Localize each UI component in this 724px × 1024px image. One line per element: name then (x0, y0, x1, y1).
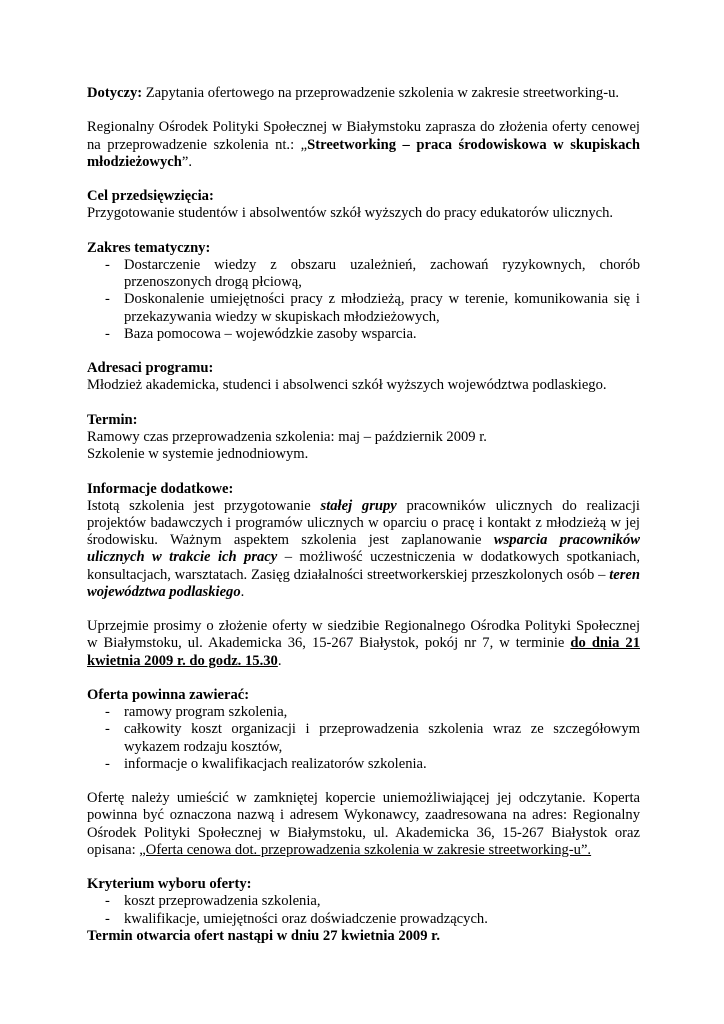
list-item: - całkowity koszt organizacji i przeprowadzenia szkolenia wraz ze szczegółowym wykazem rodzaju kosztów, (87, 721, 640, 755)
list-item: - Dostarczenie wiedzy z obszaru uzależnień, zachowań ryzykownych, chorób przenoszonych drogą płciową, (87, 257, 640, 291)
envelope-paragraph: Ofertę należy umieścić w zamkniętej kopercie uniemożliwiającej jej odczytanie. Koperta powinna być oznaczona nazwą i adresem Wykonawcy, zaadresowana na adres: Regionalny Ośrodek Polityki Społecznej w Białymstoku, ul. Akademicka 36, 15-267 Białystok oraz opisana: „Oferta cenowa dot. przeprowadzenia szkolenia w zakresie streetworking-u”. (87, 790, 640, 858)
info-heading: Informacje dodatkowe: (87, 480, 234, 497)
goal-text: Przygotowanie studentów i absolwentów szkół wyższych do pracy edukatorów ulicznych. (87, 205, 614, 222)
info-paragraph: Istotą szkolenia jest przygotowanie stałej grupy pracowników ulicznych do realizacji projektów badawczych i programów ulicznych w oparciu o pracę i kontakt z młodzieżą w jej środowisku. Ważnym aspektem szkolenia jest zaplanowanie wsparcia pracowników ulicznych w trakcie ich pracy – możliwość uczestniczenia w dodatkowych spotkaniach, konsultacjach, warsztatach. Zasięg działalności streetworkerskiej przeszkolonych osób – teren województwa podlaskiego. (87, 497, 640, 600)
training-title: Streetworking – praca środowiskowa w skupiskach młodzieżowych (87, 136, 640, 170)
list-item: - koszt przeprowadzenia szkolenia, (87, 893, 640, 910)
scope-list (87, 257, 640, 343)
list-item: - kwalifikacje, umiejętności oraz doświadczenie prowadzących. (87, 911, 640, 928)
list-item: - Baza pomocowa – wojewódzkie zasoby wsparcia. (87, 326, 640, 343)
term-line-1: Ramowy czas przeprowadzenia szkolenia: maj – październik 2009 r. (87, 428, 487, 445)
scope-heading: Zakres tematyczny: (87, 239, 211, 256)
intro-end: ”. (181, 153, 192, 170)
term-heading: Termin: (87, 411, 138, 428)
list-item: - ramowy program szkolenia, (87, 704, 640, 721)
subject-line (87, 85, 640, 102)
subject-label: Dotyczy: (87, 85, 143, 101)
offer-heading: Oferta powinna zawierać: (87, 686, 250, 703)
term-line-2: Szkolenie w systemie jednodniowym. (87, 446, 309, 463)
opening-date: Termin otwarcia ofert nastąpi w dniu 27 kwietnia 2009 r. (87, 927, 440, 944)
request-paragraph: Uprzejmie prosimy o złożenie oferty w siedzibie Regionalnego Ośrodka Polityki Społecznej w Białymstoku, ul. Akademicka 36, 15-267 Białystok, pokój nr 7, w terminie do dnia 21 kwietnia 2009 r. do godz. 15.30. (87, 618, 640, 669)
criteria-heading: Kryterium wyboru oferty: (87, 876, 252, 893)
criteria-list (87, 893, 640, 927)
document-body (87, 85, 640, 945)
offer-list (87, 704, 640, 773)
envelope-label: „Oferta cenowa dot. przeprowadzenia szkolenia w zakresie streetworking-u”. (139, 841, 592, 858)
intro-text: Regionalny Ośrodek Polityki Społecznej w Białymstoku zaprasza do złożenia oferty cenowej na przeprowadzenie szkolenia nt.: „ (87, 119, 640, 153)
list-item: - Doskonalenie umiejętności pracy z młodzieżą, pracy w terenie, komunikowania się i przekazywania wiedzy w skupiskach młodzieżowych, (87, 291, 640, 325)
subject-text: Zapytania ofertowego na przeprowadzenie szkolenia w zakresie streetworking-u. (142, 85, 620, 101)
emphasis-worker-support: wsparcia pracowników ulicznych w trakcie ich pracy (87, 532, 640, 566)
audience-heading: Adresaci programu: (87, 360, 214, 377)
goal-heading: Cel przedsięwzięcia: (87, 188, 214, 205)
deadline: do dnia 21 kwietnia 2009 r. do godz. 15.30 (87, 635, 640, 669)
list-item: - informacje o kwalifikacjach realizatorów szkolenia. (87, 756, 640, 773)
audience-text: Młodzież akademicka, studenci i absolwenci szkół wyższych województwa podlaskiego. (87, 377, 607, 394)
emphasis-permanent-group: stałej grupy (320, 497, 397, 514)
intro-paragraph (87, 119, 640, 171)
emphasis-region: teren województwa podlaskiego (87, 566, 640, 600)
